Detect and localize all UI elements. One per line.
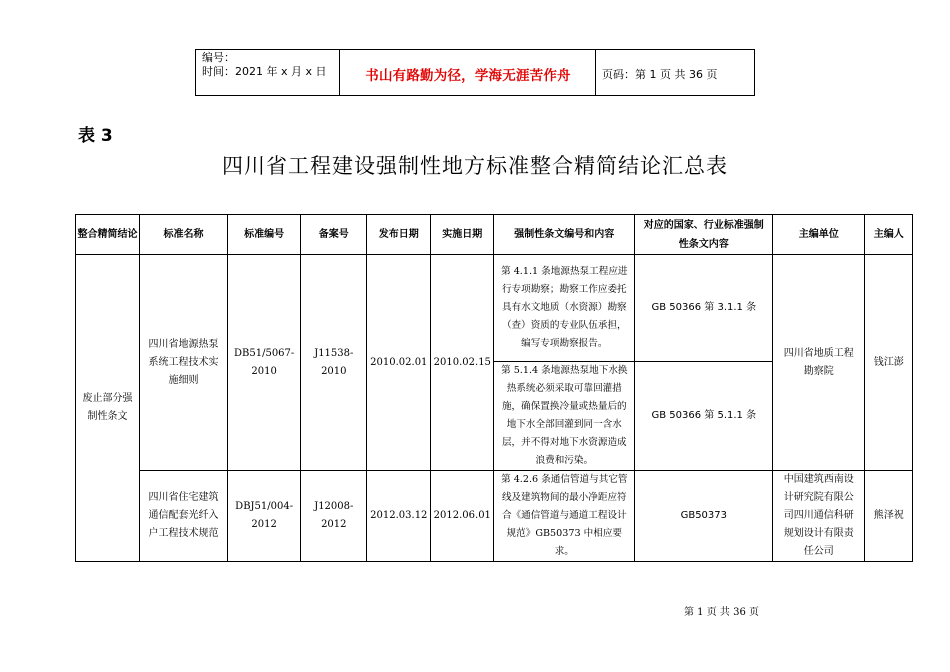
conclusion-cell: 废止部分强制性条文 <box>76 255 140 562</box>
publish-date-cell: 2010.02.01 <box>367 255 431 471</box>
header-page-code: 页码：第 1 页 共 36 页 <box>602 68 718 81</box>
header-standard-number: 标准编号 <box>228 215 301 255</box>
header-conclusion: 整合精简结论 <box>76 215 140 255</box>
header-motto-cell <box>340 50 596 95</box>
record-number-cell: J11538-2010 <box>301 255 367 471</box>
header-clause: 强制性条文编号和内容 <box>494 215 635 255</box>
header-motto: 书山有路勤为径，学海无涯苦作舟 <box>365 68 571 84</box>
clause-cell: 第 5.1.4 条地源热泵地下水换热系统必须采取可靠回灌措施，确保置换冷量或热量后的地下水全部回灌到同一含水层，并不得对地下水资源造成浪费和污染。 <box>494 362 635 471</box>
record-number-cell: J12008-2012 <box>301 471 367 562</box>
table-number-label: 表 3 <box>78 126 113 146</box>
implement-date-cell: 2010.02.15 <box>431 255 494 471</box>
header-standard-name: 标准名称 <box>140 215 228 255</box>
table-row <box>76 255 913 362</box>
page-footer: 第 1 页 共 36 页 <box>684 607 759 618</box>
header-record-number: 备案号 <box>301 215 367 255</box>
clause-cell: 第 4.2.6 条通信管道与其它管线及建筑物间的最小净距应符合《通信管道与通道工程设计规范》GB50373 中相应要求。 <box>494 471 635 562</box>
standard-number-cell: DB51/5067-2010 <box>228 255 301 471</box>
national-standard-cell: GB50373 <box>635 471 773 562</box>
document-time-label: 时间：2021 年 x 月 x 日 <box>202 65 327 78</box>
publish-date-cell: 2012.03.12 <box>367 471 431 562</box>
national-standard-cell: GB 50366 第 5.1.1 条 <box>635 362 773 471</box>
page-title: 四川省工程建设强制性地方标准整合精简结论汇总表 <box>222 154 728 178</box>
header-national-standard: 对应的国家、行业标准强制性条文内容 <box>635 215 773 255</box>
editing-organization-cell: 中国建筑西南设计研究院有限公司四川通信科研规划设计有限责任公司 <box>773 471 865 562</box>
chief-editor-cell: 钱江澎 <box>865 255 913 471</box>
header-page-cell <box>596 50 754 95</box>
document-header-box <box>195 49 755 96</box>
header-implement-date: 实施日期 <box>431 215 494 255</box>
header-publish-date: 发布日期 <box>367 215 431 255</box>
document-number-label: 编号： <box>202 51 235 64</box>
table-header-row <box>76 215 913 255</box>
editing-organization-cell: 四川省地质工程勘察院 <box>773 255 865 471</box>
clause-cell: 第 4.1.1 条地源热泵工程应进行专项勘察；勘察工作应委托具有水文地质（水资源）勘察（查）资质的专业队伍承担，编写专项勘察报告。 <box>494 255 635 362</box>
chief-editor-cell: 熊泽祝 <box>865 471 913 562</box>
standard-name-cell: 四川省地源热泵系统工程技术实施细则 <box>140 255 228 471</box>
header-meta-cell <box>196 50 340 95</box>
standard-number-cell: DBJ51/004-2012 <box>228 471 301 562</box>
implement-date-cell: 2012.06.01 <box>431 471 494 562</box>
national-standard-cell: GB 50366 第 3.1.1 条 <box>635 255 773 362</box>
header-editing-organization: 主编单位 <box>773 215 865 255</box>
summary-table <box>75 214 913 562</box>
header-chief-editor: 主编人 <box>865 215 913 255</box>
table-row <box>76 471 913 562</box>
standard-name-cell: 四川省住宅建筑通信配套光纤入户工程技术规范 <box>140 471 228 562</box>
